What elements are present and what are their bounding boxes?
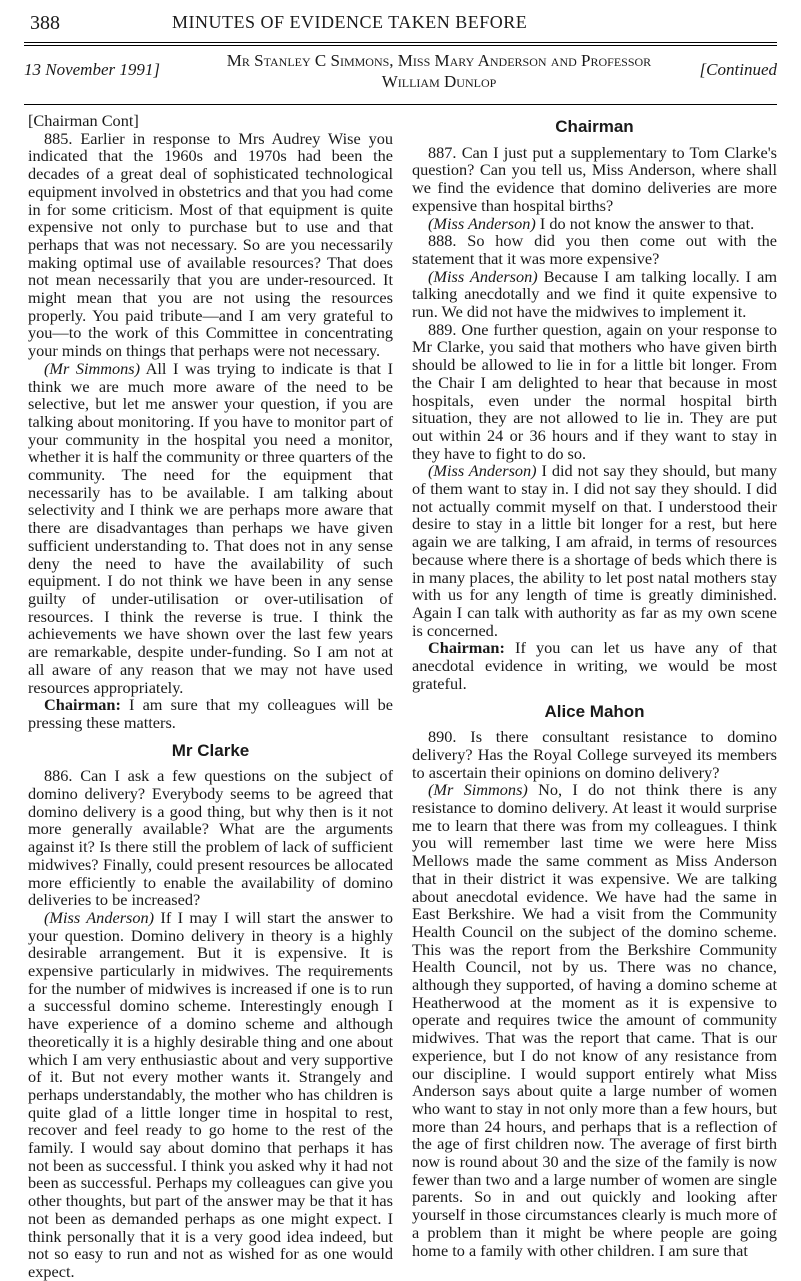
- answer-886: [28, 909, 393, 1281]
- question-889: 889. One further question, again on your response to Mr Clarke, you said that mothers who have given birth should be allowed to lie in for a little bit longer. From the Chair I am delighted to hear that because in most hospitals, even under the normal hospital birth situation, they are not allowed to lie in. They are put out within 24 or 36 hours and if they want to stay in they have to fight to do so.: [412, 319, 777, 463]
- answer-text: If I may I will start the answer to your question. Domino delivery in theory is a highly desirable arrangement. But it is expensive. It is expensive particularly in midwives. The requirements for the number of midwives is increased if one is to run a successful domino scheme. Interestingly enough I have experience of a domino scheme and although theoretically it is a highly desirable thing and one about which I am very enthusiastic about and very supportive of it. But not every mother wants it. Strangely and perhaps understandably, the mother who has children is quite glad of a little longer time in hospital to rest, recover and feel ready to go home to the rest of the family. I would say about domino that perhaps it has not been as successful. I think you asked why it had not been as successful. Perhaps my colleagues can give you other thoughts, but part of the answer may be that it has not been as demanded perhaps as one might expect. I think personally that it is a very good idea indeed, but not so easy to run and not as wished for as one would expect.: [28, 907, 393, 1281]
- witness-rule: [24, 104, 777, 105]
- section-heading-mahon: Alice Mahon: [544, 701, 645, 721]
- question-886: 886. Can I ask a few questions on the subject of domino delivery? Everybody seems to be agreed that domino delivery is a good thing, but why then is it not more generally available? What are the arguments against it? Is there still the problem of lack of sufficient midwives? Finally, could present resources be allocated more efficiently to enable the availability of domino deliveries to be increased?: [28, 766, 393, 910]
- answer-speaker: (Mr Simmons): [428, 780, 528, 800]
- answer-speaker: (Miss Anderson): [428, 461, 537, 481]
- answer-speaker: (Mr Simmons): [44, 358, 141, 378]
- running-head: MINUTES OF EVIDENCE TAKEN BEFORE: [172, 12, 528, 32]
- witness-bar: [24, 50, 777, 102]
- answer-text: All I was trying to indicate is that I think we are much more aware of the need to be selective, but let me answer your question, if you are talking about monitoring. If you have to monitor part of your community in the hospital you need a monitor, whether it is half the community or three quarters of the community. The need for the equipment that necessarily has to be available. I am talking about selectivity and I think we are perhaps more aware that there are disadvantages than perhaps we have given sufficient understanding to. That does not in any sense deny the need to have the availability of such equipment. I do not think we have been in any sense guilty of under-utilisation or over-utilisation of resources. I think the reverse is true. I think the achievements we have shown over the last few years are remarkable, despite under-funding. So I am not at all aware of any reason that we may not have used resources appropriately.: [28, 358, 394, 697]
- page-number: 388: [30, 12, 60, 34]
- chairman-text: I am sure that my colleagues will be pressing these matters.: [28, 695, 393, 732]
- question-890: 890. Is there consultant resistance to domino delivery? Has the Royal College surveyed its members to ascertain their opinions on domino delivery?: [412, 727, 777, 782]
- chairman-remark: [412, 639, 777, 692]
- witness-names: [204, 50, 674, 92]
- answer-887: [412, 215, 777, 233]
- answer-speaker: (Miss Anderson): [44, 907, 155, 927]
- witness-names-line2: William Dunlop: [381, 72, 497, 91]
- section-heading-clarke: Mr Clarke: [171, 740, 250, 760]
- answer-speaker: (Miss Anderson): [428, 266, 538, 286]
- left-column: [28, 112, 393, 1281]
- answer-text: I did not say they should, but many of them want to stay in. I did not say they should. I did not actually commit myself on that. I understood their desire to stay in a little bit longer for a rest, but here again we are talking, I am afraid, in terms of resources because where there is a shortage of beds which there is in many places, the ability to let post natal mothers stay with us for any length of time is greatly diminished. Again I can talk with authority as far as my own scene is concerned.: [412, 461, 777, 640]
- chairman-text: If you can let us have any of that anecdotal evidence in writing, we would be most grateful.: [412, 638, 777, 693]
- sitting-date: 13 November 1991]: [24, 60, 160, 79]
- right-column: [412, 112, 777, 1259]
- page-header: [24, 6, 777, 34]
- section-heading-chairman: Chairman: [555, 117, 634, 136]
- answer-text: No, I do not think there is any resistance to domino delivery. At least it would surprise me to learn that there was from my colleagues. I think you will remember last time we were here Miss Mellows made the same comment as Miss Anderson that in their district it was expensive. We are talking about anecdotal evidence. We have had the same in East Berkshire. We had a visit from the Community Health Council on the subject of the domino scheme. This was the report from the Berkshire Community Health Council, not by us. There was no chance, although they supported, of having a domino scheme at Heatherwood at the moment as it is expensive to operate and requires twice the amount of community midwives. That was the report that came. That is our experience, but I do not know of any resistance from our discipline. I would support entirely what Miss Anderson says about quite a large number of women who want to stay in not only more than a few hours, but more than 24 hours, and perhaps that is a reflection of the age of first children now. The average of first birth now is round about 30 and the size of the family is now fewer than two and a large number of women are single parents. So in and out quickly and looking after yourself in those circumstances clearly is much more of a problem than it might be where people are going home to a family with other children. I am sure that: [412, 780, 777, 1260]
- chairman-label: Chairman:: [428, 638, 505, 658]
- question-888: 888. So how did you then come out with the statement that it was more expensive?: [412, 231, 777, 268]
- witness-names-line1: Mr Stanley C Simmons, Miss Mary Anderson and Professor: [226, 51, 652, 70]
- chairman-label: Chairman:: [44, 695, 121, 715]
- header-rule: [24, 42, 777, 46]
- chairman-remark: [28, 696, 393, 731]
- question-885: 885. Earlier in response to Mrs Audrey Wise you indicated that the 1960s and 1970s had been the decades of a great deal of sophisticated technological equipment involved in obstetrics and that you had come in for some criticism. Most of that equipment is quite expensive not only to purchase but to use and that perhaps that was not necessary. So are you necessarily making optimal use of available resources? That does not mean necessarily that you are under-resourced. It might mean that you are not using the resources properly. You paid tribute—and I am very grateful to you—to the work of this Committee in concentrating your minds on things that perhaps were not necessary.: [28, 128, 393, 361]
- question-887: 887. Can I just put a supplementary to Tom Clarke's question? Can you tell us, Miss Anderson, where shall we find the evidence that domino deliveries are more expensive than hospital births?: [412, 142, 777, 215]
- continued-marker: [Continued: [699, 60, 777, 79]
- speaker-continued: [Chairman Cont]: [28, 111, 139, 130]
- answer-889: [412, 462, 777, 639]
- answer-speaker: (Miss Anderson): [428, 213, 536, 233]
- answer-890: [412, 781, 777, 1259]
- answer-888: [412, 268, 777, 321]
- answer-885: [28, 360, 393, 696]
- answer-text: I do not know the answer to that.: [535, 213, 755, 233]
- answer-text: Because I am talking locally. I am talking anecdotally and we find it quite expensive to run. We did not have the midwives to implement it.: [412, 266, 777, 322]
